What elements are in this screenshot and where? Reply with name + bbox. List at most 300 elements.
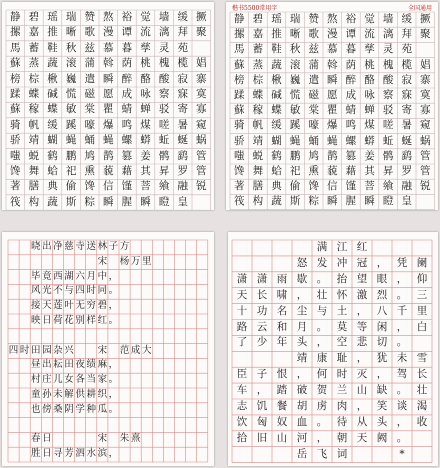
grid-character: 瞪	[158, 195, 170, 208]
grid-character: 蹂	[10, 88, 21, 100]
grid-character: 水	[86, 448, 96, 460]
grid-character: 楸	[47, 72, 58, 85]
grid-character: 兹	[84, 41, 95, 54]
grid-character: 鹤	[47, 149, 58, 162]
grid-character: 万	[130, 255, 141, 267]
grid-character: 。	[108, 285, 119, 297]
grid-character: 鹘	[382, 149, 394, 162]
grid-character: 巍	[289, 73, 301, 86]
grid-character: 瞿	[327, 104, 338, 117]
grid-character: 腥	[345, 195, 357, 208]
grid-character: 聚	[196, 26, 207, 39]
grid-character: 驳	[382, 104, 394, 117]
grid-character: 棠	[84, 103, 95, 116]
grid-character: 漫	[327, 28, 338, 41]
grid-character: 融	[401, 180, 412, 193]
grid-character: 出	[42, 241, 52, 252]
grid-character: 蝴	[271, 134, 282, 147]
grid-character: 暑	[401, 119, 412, 132]
grid-character: 踏	[276, 384, 288, 397]
grid-character: 蛤	[271, 165, 282, 177]
grid-character: 了	[236, 336, 248, 349]
practice-sheet-top-right	[226, 2, 438, 210]
grid-character: 嗟	[158, 118, 170, 131]
grid-character: 三	[416, 288, 428, 301]
grid-character: 当	[86, 374, 96, 386]
grid-character: 麻	[97, 359, 108, 371]
grid-character: 斡	[103, 57, 114, 70]
grid-character: 赞	[308, 13, 319, 25]
grid-character: 鹏	[65, 149, 77, 162]
grid-character: 腥	[121, 195, 133, 208]
grid-character: 藐	[103, 165, 114, 177]
grid-character: 桃	[140, 57, 151, 70]
grid-character: 方	[119, 241, 130, 252]
grid-character: 蝉	[140, 103, 151, 116]
grid-character: 推	[47, 26, 58, 39]
grid-character: 典	[271, 180, 282, 193]
grid-character: 愿	[103, 88, 114, 100]
grid-character: 田	[30, 344, 41, 356]
grid-character: 熹	[130, 433, 141, 445]
grid-character: 鹘	[158, 149, 170, 162]
grid-character: 昼	[30, 359, 41, 371]
grid-character: 和	[276, 320, 288, 333]
grid-character: 鞋	[47, 41, 58, 54]
grid-character: 螺	[121, 134, 133, 147]
grid-character: 红	[97, 315, 108, 326]
grid-character: 中	[97, 270, 108, 282]
grid-character: 槐	[382, 58, 394, 71]
grid-character: 灵	[158, 41, 170, 54]
grid-character: 冲	[336, 256, 348, 269]
grid-character: 姜	[140, 149, 151, 162]
grid-character: 里	[416, 304, 428, 317]
grid-character: 稼	[252, 104, 264, 117]
grid-character: 蝇	[289, 134, 301, 147]
grid-character: 未	[396, 352, 408, 365]
grid-character: 壮	[316, 288, 328, 301]
grid-character: 寡	[196, 103, 207, 116]
grid-character: 祀	[289, 165, 301, 177]
grid-character: 送	[86, 241, 96, 252]
grid-character: 荷	[53, 315, 63, 326]
grid-character: 尘	[296, 304, 308, 317]
grid-character: 雨	[276, 272, 288, 285]
grid-character: 瑞	[65, 11, 77, 23]
grid-character: 嚎	[84, 118, 95, 131]
grid-character: 嗟	[382, 119, 394, 132]
grid-character: 穷	[86, 300, 96, 312]
grid-character: 竟	[42, 270, 52, 282]
grid-character: 阑	[416, 256, 428, 269]
grid-character: 酪	[140, 72, 151, 85]
grid-character: 怒	[296, 256, 308, 269]
grid-character: 磁	[308, 89, 319, 101]
grid-character: 耻	[336, 352, 348, 365]
grid-character: 瞬	[327, 73, 338, 86]
grid-character: 愿	[327, 89, 338, 101]
grid-character: 路	[236, 320, 248, 333]
grid-character: 杂	[53, 344, 63, 356]
grid-character: 晓	[30, 241, 41, 252]
grid-character: 啸	[276, 288, 288, 301]
grid-character: 杨	[119, 255, 130, 267]
grid-character: 春	[30, 433, 41, 445]
grid-character: 磁	[84, 88, 95, 100]
grid-character: 光	[42, 285, 52, 297]
grid-character: 罗	[401, 165, 412, 177]
grid-character: 饮	[236, 415, 248, 428]
grid-character: 织	[97, 389, 108, 400]
grid-character: 泗	[75, 448, 85, 460]
grid-character: 女	[64, 374, 74, 386]
grid-character: 蜕	[28, 149, 40, 162]
grid-character: 碧	[252, 13, 264, 25]
grid-character: 净	[53, 241, 63, 252]
grid-character: 驳	[158, 103, 170, 116]
grid-character: 漓	[158, 26, 170, 39]
grid-character: 骑	[10, 118, 21, 131]
grid-character: 鹊	[103, 149, 114, 162]
grid-character: 瞬	[140, 195, 151, 208]
grid-character: 舞	[252, 165, 264, 177]
grid-character: 遣	[84, 72, 95, 85]
grid-character: 成	[121, 88, 133, 100]
grid-character: 信	[103, 180, 114, 193]
grid-character: 灭	[356, 368, 368, 381]
grid-character: 静	[234, 13, 245, 25]
grid-character: 绩	[86, 359, 96, 371]
grid-character: 著	[10, 180, 21, 193]
grid-character: 菩	[140, 180, 151, 193]
grid-character: 宋	[97, 255, 108, 267]
grid-character: 日	[42, 433, 52, 445]
grid-character: 奴	[276, 415, 288, 428]
grid-character: 夜	[75, 359, 85, 371]
grid-character: 日	[42, 315, 52, 326]
grid-character: 山	[276, 431, 288, 444]
grid-character: 时	[86, 285, 96, 297]
grid-character: 筏	[10, 195, 21, 208]
grid-character: 蝇	[327, 134, 338, 147]
grid-character: 江	[336, 241, 348, 253]
grid-character: 寄	[401, 104, 412, 117]
grid-character: 蝶	[252, 89, 264, 101]
grid-character: 蛤	[47, 165, 58, 177]
grid-character: 遣	[308, 73, 319, 86]
grid-character: 帆	[252, 119, 264, 132]
grid-character: 榜	[234, 73, 245, 86]
grid-character: 寡	[420, 104, 431, 117]
grid-character: 蝇	[65, 134, 77, 147]
grid-character: 蘇	[234, 58, 245, 71]
grid-character: 。	[396, 431, 408, 444]
grid-character: 月	[86, 270, 96, 282]
grid-character: 蜻	[121, 103, 133, 116]
grid-character: 长	[416, 368, 428, 381]
grid-character: 四	[75, 285, 85, 297]
grid-character: 蝶	[271, 104, 282, 117]
grid-character: 祀	[65, 165, 77, 177]
grid-character: 蘇	[10, 57, 21, 70]
grid-character: 鹤	[271, 149, 282, 162]
grid-character: 成	[130, 344, 141, 356]
grid-character: 样	[86, 315, 96, 326]
grid-character: 寂	[177, 72, 188, 85]
grid-character: 觉	[140, 11, 151, 23]
grid-character: 藐	[327, 165, 338, 177]
grid-character: ，	[108, 300, 119, 312]
grid-character: 锐	[196, 180, 207, 193]
grid-character: 聚	[420, 28, 431, 41]
grid-character: 嗤	[10, 149, 21, 162]
grid-character: 里	[141, 255, 152, 267]
grid-character: 同	[97, 285, 108, 297]
grid-character: 鸠	[308, 149, 319, 162]
grid-character: 姜	[364, 149, 375, 162]
grid-character: 流	[364, 28, 375, 41]
grid-character: 晰	[65, 26, 77, 39]
grid-character: 撅	[196, 11, 207, 23]
grid-character: 子	[108, 241, 119, 252]
grid-character: 。	[396, 384, 408, 397]
grid-character: 构	[252, 195, 264, 208]
grid-character: 红	[356, 241, 368, 253]
grid-character: 馬	[10, 41, 21, 54]
grid-character: 莲	[53, 300, 63, 312]
grid-character: 傍	[42, 403, 52, 415]
grid-character: ，	[356, 352, 368, 365]
grid-character: 岳	[296, 447, 308, 460]
grid-character: 蒲	[84, 57, 95, 70]
grid-character: 解	[64, 389, 74, 400]
grid-character: 未	[53, 389, 63, 400]
grid-character: 爆	[103, 118, 114, 131]
grid-character: 鸣	[121, 118, 133, 131]
grid-character: 名	[276, 304, 288, 317]
grid-character: 嘉	[252, 28, 264, 41]
grid-character: 醉	[345, 73, 357, 86]
grid-character: 十	[236, 304, 248, 317]
grid-character: 巍	[65, 72, 77, 85]
grid-character: 蹊	[289, 119, 301, 132]
grid-character: 瞬	[364, 195, 375, 208]
grid-character: 千	[396, 304, 408, 317]
grid-character: 熬	[103, 11, 114, 23]
grid-character: ，	[108, 448, 119, 460]
grid-character: 缓	[47, 118, 58, 131]
grid-character: ，	[108, 359, 119, 371]
grid-character: 谭	[121, 26, 133, 39]
grid-character: 皇	[401, 195, 412, 208]
grid-character: 毕	[30, 270, 41, 282]
grid-character: 爆	[327, 119, 338, 132]
grid-character: 拜	[401, 28, 412, 41]
grid-character: 谈	[396, 400, 408, 412]
grid-character: 瓜	[97, 403, 108, 415]
grid-character: 蝉	[364, 104, 375, 117]
grid-character: 信	[327, 180, 338, 193]
grid-character: 贺	[316, 384, 328, 397]
grid-character: 酸	[158, 72, 170, 85]
grid-character: 与	[64, 285, 74, 297]
grid-character: 蝶	[47, 103, 58, 116]
grid-character: 靖	[296, 352, 308, 365]
grid-character: 寨	[196, 72, 207, 85]
grid-character: 待	[336, 415, 348, 428]
grid-character: 芳	[64, 448, 74, 460]
grid-character: 犹	[376, 352, 388, 365]
grid-character: 莫	[336, 320, 348, 333]
grid-character: 寺	[75, 241, 85, 252]
grid-character: 熏	[84, 165, 95, 177]
grid-character: 。	[108, 403, 119, 415]
grid-character: 头	[296, 336, 308, 349]
grid-character: 敏	[289, 104, 301, 117]
grid-character: 寞	[420, 89, 431, 101]
grid-character: 篡	[121, 149, 133, 162]
grid-character: 摞	[10, 26, 21, 39]
grid-character: 寐	[401, 89, 412, 101]
grid-character: 藉	[345, 165, 357, 177]
grid-character: 筏	[234, 195, 245, 208]
grid-character: 悲	[356, 336, 368, 349]
grid-character: 锐	[420, 180, 431, 193]
grid-character: 嘉	[28, 26, 40, 39]
grid-character: 摞	[234, 28, 245, 41]
grid-character: 头	[376, 415, 388, 428]
grid-character: 榄	[401, 58, 412, 71]
grid-character: 馋	[234, 165, 245, 177]
grid-character: 鞋	[271, 43, 282, 56]
grid-character: 花	[64, 315, 74, 326]
grid-character: 蜻	[345, 104, 357, 117]
grid-character: 棕	[28, 72, 40, 85]
grid-character: 碱	[271, 89, 282, 101]
grid-character: 鹞	[401, 149, 412, 162]
grid-character: 功	[256, 304, 268, 317]
grid-character: 篡	[345, 149, 357, 162]
grid-character: 馋	[308, 180, 319, 193]
grid-character: 飨	[382, 180, 394, 193]
grid-character: 童	[30, 389, 41, 400]
grid-character: 荫	[345, 58, 357, 71]
grid-character: 碱	[47, 88, 58, 100]
grid-character: ，	[396, 320, 408, 333]
grid-character: 天	[236, 288, 248, 301]
grid-character: 收	[416, 415, 428, 428]
grid-character: 其	[140, 165, 151, 177]
grid-character: 慌	[65, 88, 77, 100]
grid-character: 兴	[64, 344, 74, 356]
grid-character: 管	[196, 165, 207, 177]
grid-character: 车	[236, 384, 248, 397]
grid-character: 蜒	[401, 134, 412, 147]
grid-character: 墙	[382, 13, 394, 25]
grid-character: 蜒	[177, 134, 188, 147]
grid-character: 膳	[28, 180, 40, 193]
grid-character: 骄	[10, 134, 21, 147]
grid-character: 鹞	[177, 149, 188, 162]
grid-character: 餐	[276, 400, 288, 412]
grid-character: 家	[97, 374, 108, 386]
grid-character: 出	[42, 359, 52, 371]
grid-character: 暮	[345, 43, 357, 56]
grid-character: 暮	[121, 41, 133, 54]
grid-character: 蹊	[65, 118, 77, 131]
grid-character: 鹏	[289, 149, 301, 162]
grid-character: 慌	[289, 89, 301, 101]
grid-character: 鸠	[84, 149, 95, 162]
grid-character: 匈	[256, 415, 268, 428]
grid-character: 蒸	[28, 57, 40, 70]
grid-character: 苑	[401, 43, 412, 56]
grid-character: 静	[10, 11, 21, 23]
grid-character: 慕	[327, 43, 338, 56]
grid-character: 潇	[236, 272, 248, 285]
grid-character: ，	[108, 389, 119, 400]
grid-character: 。	[316, 272, 328, 285]
grid-character: 熏	[308, 165, 319, 177]
grid-character: 晰	[289, 28, 301, 41]
grid-character: 窥	[196, 118, 207, 131]
grid-character: 管	[420, 149, 431, 162]
grid-character: 榜	[10, 72, 21, 85]
grid-character: 慕	[103, 41, 114, 54]
grid-character: 寞	[196, 88, 207, 100]
grid-character: 撅	[420, 13, 431, 25]
grid-character: ，	[108, 270, 119, 282]
grid-character: 血	[296, 415, 308, 428]
grid-character: 察	[158, 88, 170, 100]
grid-character: 其	[364, 165, 375, 177]
grid-character: 蔬	[271, 58, 282, 71]
grid-character: 蟒	[140, 134, 151, 147]
grid-character: 罗	[177, 165, 188, 177]
grid-character: 拾	[236, 431, 248, 444]
grid-character: 煤	[140, 118, 151, 131]
grid-character: 蝇	[103, 134, 114, 147]
grid-character: 斯	[65, 195, 77, 208]
grid-character: 构	[28, 195, 40, 208]
grid-character: 皇	[177, 195, 188, 208]
grid-character: 雪	[416, 352, 428, 365]
grid-character: 长	[256, 288, 268, 301]
grid-character: 八	[376, 304, 388, 317]
grid-character: 缺	[376, 384, 388, 397]
grid-character: 渴	[416, 400, 428, 412]
grid-character: 咏	[140, 88, 151, 100]
grid-character: 寂	[401, 73, 412, 86]
poem-sheet-bottom-left	[2, 232, 214, 466]
grid-character: 苑	[177, 41, 188, 54]
grid-character: 蜗	[420, 134, 431, 147]
grid-character: 拜	[177, 26, 188, 39]
grid-character: 赞	[84, 11, 95, 23]
grid-character: 四	[8, 344, 19, 356]
grid-character: 西	[53, 270, 63, 282]
grid-character: 种	[86, 403, 96, 415]
grid-character: 也	[30, 403, 41, 415]
grid-character: 山	[356, 384, 368, 397]
grid-character: 阙	[376, 431, 388, 444]
grid-character: 娼	[420, 58, 431, 71]
grid-character: 蚯	[382, 134, 394, 147]
grid-character: 流	[140, 26, 151, 39]
grid-character: 嚎	[308, 119, 319, 132]
grid-character: 壮	[416, 384, 428, 397]
